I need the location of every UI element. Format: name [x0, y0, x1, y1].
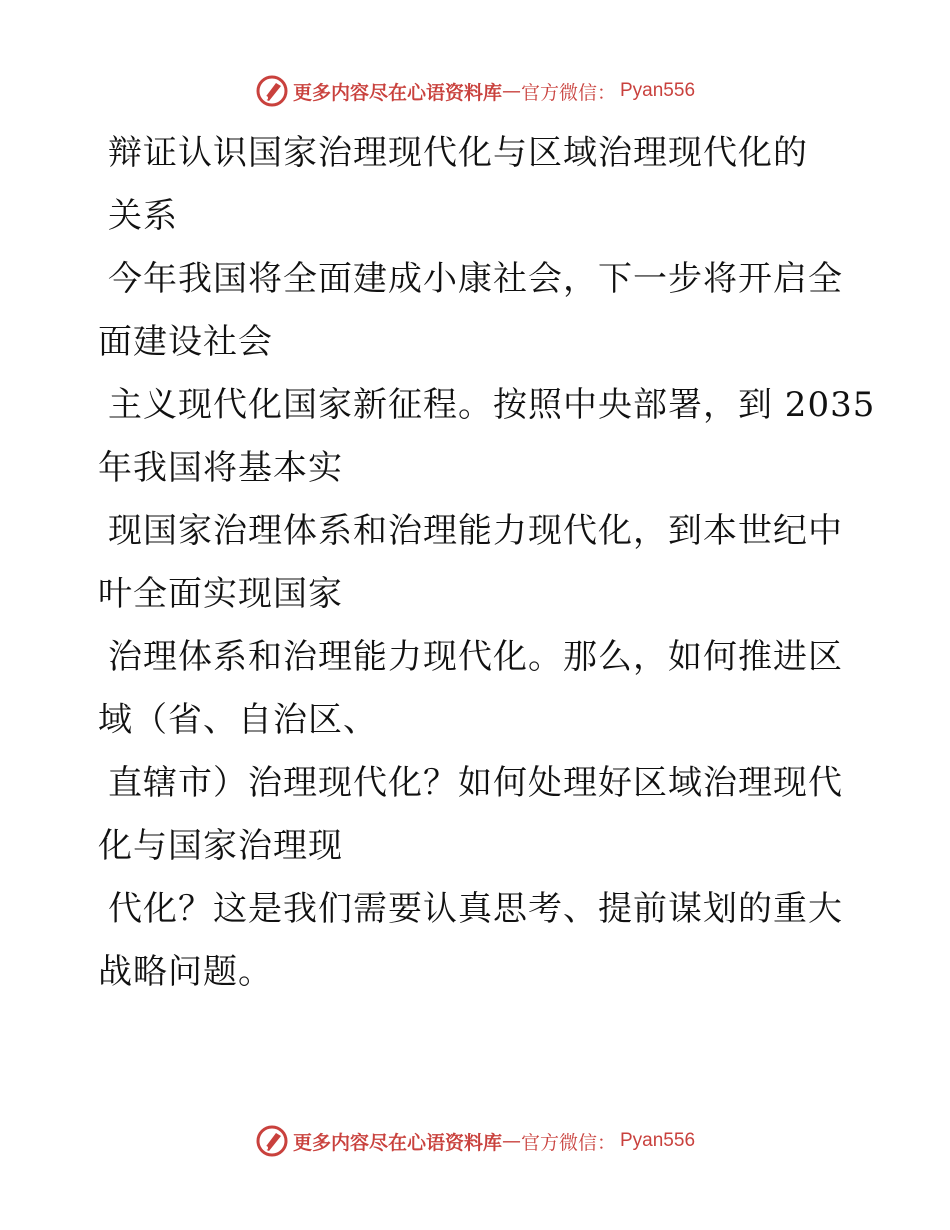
footer-brand: 更多内容尽在心语资料库 [292, 1131, 502, 1154]
doc-line-6: 年我国将基本实 [98, 448, 343, 488]
doc-line-12: 化与国家治理现 [98, 826, 343, 866]
doc-line-14: 战略问题。 [98, 952, 273, 992]
doc-line-1: 辩证认识国家治理现代化与区域治理现代化的 [108, 133, 808, 173]
footer-watermark [0, 1121, 950, 1161]
pen-nib-logo-icon [255, 1124, 289, 1158]
doc-line-4: 面建设社会 [98, 322, 273, 362]
footer-wechat-label: 官方微信： [520, 1131, 616, 1154]
footer-wechat-id: Pyan556 [620, 1130, 696, 1151]
header-separator: — [501, 80, 521, 102]
doc-line-9: 治理体系和治理能力现代化。那么，如何推进区 [108, 637, 843, 677]
pen-nib-logo-icon [255, 74, 289, 108]
header-watermark [0, 71, 950, 111]
document-body [98, 122, 876, 1004]
doc-line-8: 叶全面实现国家 [98, 574, 343, 614]
doc-line-13: 代化？这是我们需要认真思考、提前谋划的重大 [108, 889, 843, 929]
header-wechat-id: Pyan556 [620, 80, 696, 101]
footer-separator: — [501, 1130, 521, 1152]
header-brand: 更多内容尽在心语资料库 [292, 81, 502, 104]
doc-line-10: 域（省、自治区、 [98, 700, 378, 740]
doc-line-2: 关系 [108, 196, 178, 236]
doc-line-11: 直辖市）治理现代化？如何处理好区域治理现代 [108, 763, 843, 803]
doc-line-5: 主义现代化国家新征程。按照中央部署，到 2035 [108, 385, 876, 425]
header-wechat-label: 官方微信： [520, 81, 616, 104]
doc-line-7: 现国家治理体系和治理能力现代化，到本世纪中 [108, 511, 843, 551]
doc-line-3: 今年我国将全面建成小康社会，下一步将开启全 [108, 259, 843, 299]
